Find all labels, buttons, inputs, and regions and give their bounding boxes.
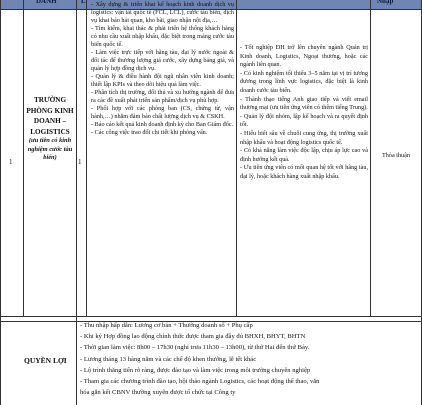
salary-value: Thỏa thuận: [381, 152, 410, 159]
duty-item: - Các công việc trao đổi chi tiết khi phỏng vấn.: [91, 129, 208, 136]
col-divider: [86, 0, 87, 317]
benefit-item: - Khi ký Hợp đồng lao động chính thức được tham gia đầy đủ BHXH, BHYT, BHTN: [80, 333, 306, 341]
benefit-item: - Thu nhập hấp dẫn: Lương cơ bản + Thưởng doanh số + Phụ cấp: [80, 322, 253, 329]
header-salary: Nhập: [377, 0, 394, 5]
requirement-item: - Hiểu biết sâu về chuỗi cung ứng, thị trường xuất nhập khẩu và hoạt động logistics quốc tế.: [240, 129, 368, 146]
job-title-note: (ưu tiên có kinh nghiệm cước tàu biển): [27, 137, 73, 161]
requirement-item: - Ưu tiên ứng viên có mối quan hệ tốt với hãng tàu, đại lý, hoặc khách hàng xuất nhập khẩu.: [240, 164, 368, 180]
duty-item: - Phối hợp với các phòng ban (CS, chứng từ, vận hành,…) nhằm đảm bảo chất lượng dịch vụ & CSKH.: [91, 105, 234, 120]
benefits-list: [80, 320, 319, 398]
row-index: 1: [9, 158, 13, 166]
duty-item: - Quản lý & điều hành đội ngũ nhân viên kinh doanh; thiết lập KPIs và theo dõi hiệu quả làm việc.: [91, 73, 234, 88]
duty-item: - Xây dựng & triển khai kế hoạch kinh doanh dịch vụ logistics: vận tải quốc tế (FCL, LCL), cước tàu biển, dịch vụ khai báo hải quan, kho bãi, giao nhận nội địa,…: [91, 1, 234, 24]
col-divider: [76, 0, 77, 405]
job-requirements: [240, 44, 368, 182]
row-qty: 1: [78, 158, 82, 166]
header-qty: L: [81, 0, 86, 5]
duty-item: - Tìm kiếm, khai thác & phát triển hệ thống khách hàng có nhu cầu xuất nhập khẩu, đặc biệt trong mảng cước tàu biển quốc tế.: [91, 25, 234, 48]
duty-item: - Báo cáo kết quả kinh doanh định kỳ cho Ban Giám đốc.: [91, 121, 234, 128]
border-left: [0, 0, 1, 405]
col-divider: [236, 0, 237, 317]
benefit-item: - Thời gian làm việc: 8h00 – 17h30 (nghỉ trưa 11h30 – 13h00), từ thứ Hai đến thứ Bảy.: [80, 344, 310, 352]
requirement-item: - Tốt nghiệp ĐH trở lên chuyên ngành Quản trị Kinh doanh, Logistics, Ngoại thương, hoặc các ngành liên quan.: [240, 44, 368, 69]
benefit-item: - Lương tháng 13 hàng năm và các chế độ khen thưởng, lễ tết khác: [80, 355, 257, 363]
row-divider: [0, 316, 422, 317]
benefits-title: QUYỀN LỢI: [24, 356, 67, 365]
benefit-item: hóa gắn kết CBNV thường xuyên được tổ chức tại Công ty: [80, 389, 236, 397]
requirement-item: - Có khả năng làm việc độc lập, chịu áp lực cao và định hướng kết quả.: [240, 147, 368, 163]
benefit-item: - Tham gia các chương trình đào tạo, hội thảo ngành Logistics, các hoạt động thể thao, văn: [80, 378, 320, 386]
duty-item: - Làm việc trực tiếp với hãng tàu, đại lý nước ngoài & đối tác để thương lượng giá cước, xây dựng bảng giá, và quản lý hợp đồng dịch vụ.: [91, 49, 234, 72]
benefit-item: - Lộ trình thăng tiến rõ ràng, được đào tạo và làm việc trong môi trường chuyên nghiệp: [80, 366, 311, 374]
requirement-item: - Quản lý đội nhóm, lập kế hoạch và ra quyết định tốt.: [240, 112, 368, 129]
col-divider: [370, 0, 371, 317]
header-position: DANH: [36, 0, 57, 5]
job-title-text: TRƯỜNG PHÒNG KINH DOANH – LOGISTICS: [26, 96, 74, 136]
requirement-item: - Có kinh nghiệm tối thiểu 3–5 năm tại vị trí tương đương trong lĩnh vực logistics, đặc biệt là kinh doanh cước tàu biển.: [240, 69, 368, 94]
duty-item: - Phân tích thị trường, đối thủ và xu hướng ngành để đưa ra các đề xuất phát triển sản phẩm/dịch vụ phù hợp.: [91, 89, 234, 104]
requirement-item: - Thành thạo tiếng Anh giao tiếp và viết email thương mại (ưu tiên ứng viên có thêm tiếng Trung).: [240, 95, 368, 112]
job-duties: [91, 1, 234, 137]
job-title: [24, 95, 76, 163]
